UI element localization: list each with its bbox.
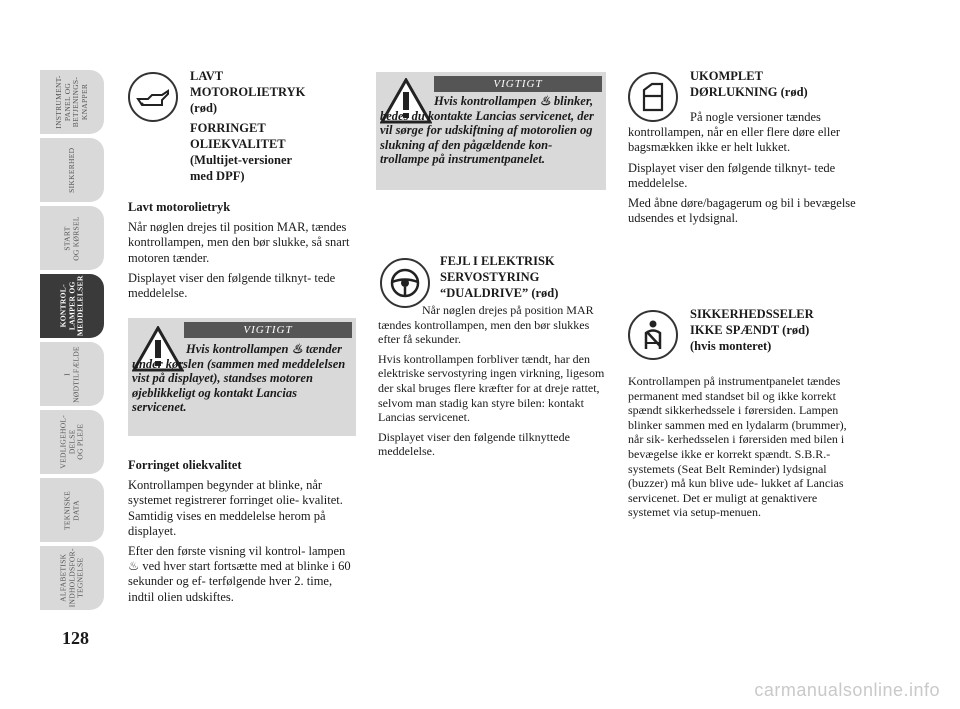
tab-vedligeholdelse[interactable] <box>40 410 104 474</box>
tab-sikkerhed[interactable] <box>40 138 104 202</box>
subheading-oil-quality: Forringet oliekvalitet <box>128 458 242 472</box>
page-number: 128 <box>62 628 89 648</box>
paragraph: Kontrollampen på instrumentpanelet tændes permanent med standset bil og ikke korrekt spændt sikkerhedssele i førersiden. Lampen blinker sammen med en lydalarm (brummer), når sik- kerhedsselen i førersiden med bilen i bevægelse ikke er korrekt spændt. S.B.R.-systemets (Seat Belt Reminder) lydsignal (buzzer) må kun blive ude- lukket af Lancias servicenet. Det er muligt at genaktivere systemet via setup-menuen. <box>628 374 847 520</box>
seatbelt-icon <box>628 310 678 360</box>
paragraph: Displayet viser den følgende tilknyt- tede meddelelse. <box>628 160 836 190</box>
tab-noedtilfaelde[interactable] <box>40 342 104 406</box>
tab-start[interactable] <box>40 206 104 270</box>
subheading-low-oil: Lavt motorolietryk <box>128 200 231 214</box>
paragraph: Efter den første visning vil kontrol- lampen ♨ ved hver start fortsætte med at blinke i 60 sekunder og ef- terfølgende hver 2. time, indtil olien udskiftes. <box>128 544 351 604</box>
tab-label: KONTROL- LAMPER OG MEDDELELSER <box>58 275 85 337</box>
warning-box <box>128 318 356 436</box>
tab-instrumentpanel[interactable] <box>40 70 104 134</box>
paragraph: Når nøglen drejes på position MAR tændes kontrollampen, men den bør slukkes efter få sekunder. <box>378 303 594 347</box>
steering-wheel-icon <box>380 258 430 308</box>
tab-label: INSTRUMENT- PANEL OG BETJENINGS- KNAPPER <box>54 75 89 129</box>
paragraph: Displayet viser den følgende tilknyt- tede meddelelse. <box>128 270 336 301</box>
paragraph: Når nøglen drejes til position MAR, tændes kontrollampen, men den bør slukke, så snart motoren tænder. <box>128 220 350 265</box>
paragraph: Hvis kontrollampen forbliver tændt, har den elektriske servostyring ingen virkning, ligesom der skal bruges flere kræfter for at dreje rattet, selvom man stadig kan styre bilen: kontakt Lancias servicenet. <box>378 351 605 425</box>
tab-label: START OG KØRSEL <box>62 215 80 261</box>
heading-oil-quality: FORRINGET OLIEKVALITET (Multijet-versioner med DPF) <box>190 121 293 183</box>
tab-tekniske-data[interactable] <box>40 478 104 542</box>
paragraph: Med åbne døre/bagagerum og bil i bevægelse udsendes et lydsignal. <box>628 196 856 226</box>
tab-label: I NØDTILFÆLDE <box>62 345 80 403</box>
warning-text: Hvis kontrollampen ♨ blinker, bedes du kontakte Lancias servicenet, der vil sørge for udskiftning af motorolien og slukning af den pågældende kon- trollampe på instrumentpanelet. <box>380 94 594 166</box>
tab-label: TEKNISKE DATA <box>62 490 80 530</box>
paragraph: Kontrollampen begynder at blinke, når systemet registrerer forringet olie- kvalitet. Samtidig vises en meddelelse herom på displayet. <box>128 478 343 538</box>
warning-box <box>376 72 606 190</box>
tab-label: VEDLIGEHOL- DELSE OG PLEJE <box>58 415 85 469</box>
heading-dualdrive: FEJL I ELEKTRISK SERVOSTYRING “DUALDRIVE” (rød) <box>440 254 559 300</box>
heading-low-oil-pressure: LAVT MOTOROLIETRYK (rød) <box>190 69 306 115</box>
heading-door-open: UKOMPLET DØRLUKNING (rød) <box>690 69 808 99</box>
paragraph: På nogle versioner tændes kontrollampen, når en eller flere døre eller bagsmækken ikke er helt lukket. <box>628 110 841 155</box>
tab-indholdsfortegnelse[interactable] <box>40 546 104 610</box>
tab-label: SIKKERHED <box>66 147 76 193</box>
watermark: carmanualsonline.info <box>754 680 940 700</box>
oil-pressure-icon <box>128 72 178 122</box>
paragraph: Displayet viser den følgende tilknyttede meddelelse. <box>378 429 570 459</box>
warning-label: VIGTIGT <box>434 76 602 92</box>
warning-text: Hvis kontrollampen ♨ tænder under kørslen (sammen med meddelelsen vist på displayet), standses motoren øjeblikkeligt og kontakt Lancias servicenet. <box>132 342 346 414</box>
tab-kontrollamper[interactable] <box>40 274 104 338</box>
heading-seatbelt: SIKKERHEDSSELER IKKE SPÆNDT (rød) (hvis monteret) <box>690 307 814 353</box>
warning-label: VIGTIGT <box>184 322 352 338</box>
tab-label: ALFABETISK INDHOLDSFOR- TEGNELSE <box>58 548 85 608</box>
